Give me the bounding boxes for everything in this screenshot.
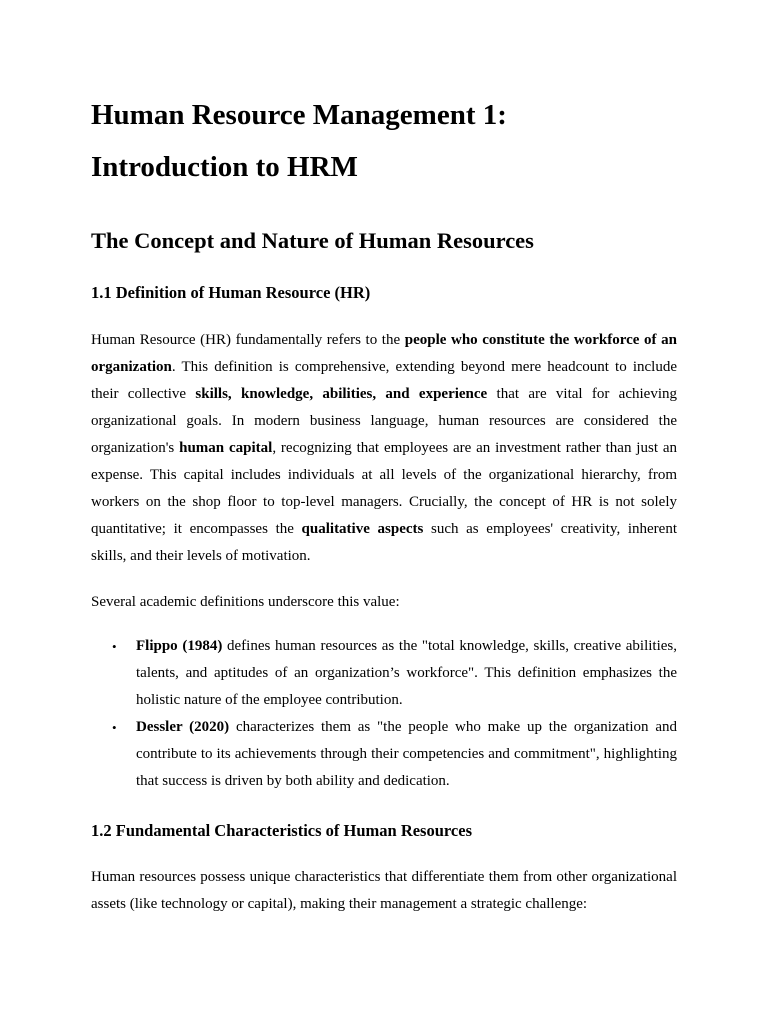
definitions-list bbox=[91, 633, 677, 795]
section-title: The Concept and Nature of Human Resources bbox=[91, 228, 534, 253]
bullet-icon: • bbox=[112, 639, 117, 654]
definition-text: characterizes them as "the people who make up the organization and contribute to its achievements through their competencies and commitment", highlighting that success is driven by both ability and dedication. bbox=[136, 719, 677, 789]
definition-paragraph bbox=[91, 327, 677, 570]
text-run: . This definition is comprehensive, extending beyond mere headcount to include their collective bbox=[91, 359, 677, 402]
title-line-2: Introduction to HRM bbox=[91, 151, 358, 183]
bold-run: skills, knowledge, abilities, and experience bbox=[195, 386, 488, 402]
title-line-1: Human Resource Management 1: bbox=[91, 99, 507, 131]
bullet-icon: • bbox=[112, 720, 117, 735]
text-run: such as employees' creativity, inherent skills, and their levels of motivation. bbox=[91, 521, 677, 564]
subsection-heading-1-2: 1.2 Fundamental Characteristics of Human Resources bbox=[91, 821, 472, 840]
definitions-intro: Several academic definitions underscore this value: bbox=[91, 594, 400, 610]
text-run: Human Resource (HR) fundamentally refers to the bbox=[91, 332, 405, 348]
bold-run: human capital bbox=[179, 440, 273, 456]
text-run: that are vital for achieving organizational goals. In modern business language, human resources are considered the organization's bbox=[91, 386, 677, 456]
subsection-heading-1-1: 1.1 Definition of Human Resource (HR) bbox=[91, 283, 371, 302]
text-run: , recognizing that employees are an investment rather than just an expense. This capital includes individuals at all levels of the organizational hierarchy, from workers on the shop floor to top-level managers. Crucially, the concept of HR is not solely quantitative; it encompasses the bbox=[91, 440, 677, 537]
list-item bbox=[112, 633, 677, 714]
bold-run: qualitative aspects bbox=[301, 521, 424, 537]
definition-author: Flippo (1984) bbox=[136, 638, 223, 654]
definition-text: defines human resources as the "total knowledge, skills, creative abilities, talents, and aptitudes of an organization’s workforce". This definition emphasizes the holistic nature of the employee contribution. bbox=[136, 638, 677, 708]
list-item bbox=[112, 714, 677, 795]
document-title bbox=[91, 89, 677, 193]
bold-run: people who constitute the workforce of an organization bbox=[91, 332, 677, 375]
definition-author: Dessler (2020) bbox=[136, 719, 230, 735]
characteristics-paragraph: Human resources possess unique characteristics that differentiate them from other organizational assets (like technology or capital), making their management a strategic challenge: bbox=[91, 869, 677, 912]
